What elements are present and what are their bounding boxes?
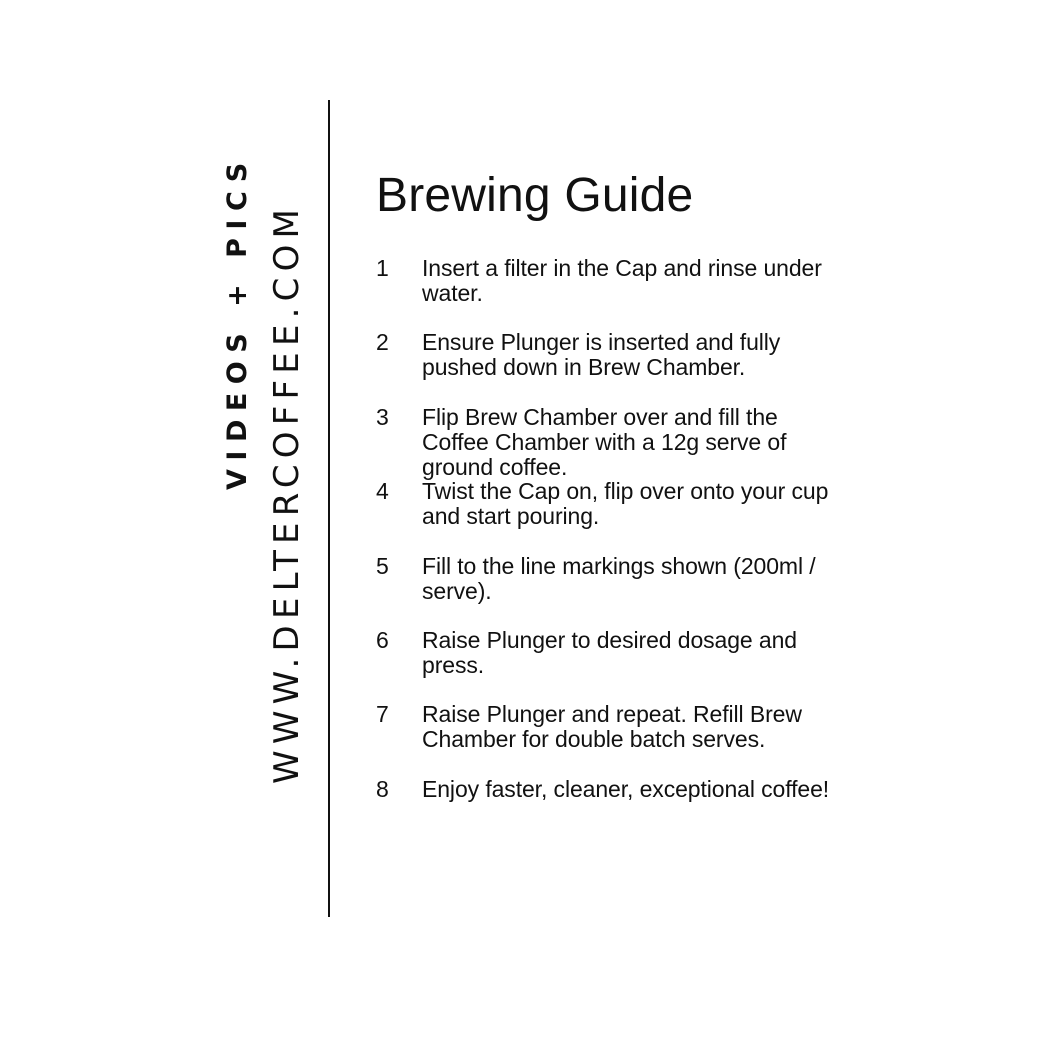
step-number: 6 — [376, 626, 389, 653]
step-text: Raise Plunger and repeat. Refill Brew Chamber for double batch serves. — [422, 701, 802, 753]
step-item — [376, 777, 836, 851]
step-text: Raise Plunger to desired dosage and press. — [422, 626, 797, 678]
step-item — [376, 554, 836, 628]
page-title: Brewing Guide — [376, 169, 694, 222]
step-text: Enjoy faster, cleaner, exceptional coffee! — [422, 775, 830, 802]
step-text: Insert a filter in the Cap and rinse under water. — [422, 255, 822, 306]
step-text: Ensure Plunger is inserted and fully pushed down in Brew Chamber. — [422, 329, 781, 381]
step-item — [376, 405, 836, 479]
step-item — [376, 628, 836, 702]
step-number: 5 — [376, 552, 389, 579]
brewing-steps-list — [376, 256, 836, 851]
website-url[interactable]: WWW.DELTERCOFFEE.COM — [267, 202, 307, 784]
step-item — [376, 479, 836, 553]
step-item — [376, 330, 836, 404]
step-item — [376, 702, 836, 776]
step-number: 2 — [376, 329, 389, 356]
step-number: 3 — [376, 403, 389, 430]
step-text: Fill to the line markings shown (200ml / serve). — [422, 552, 816, 604]
step-number: 8 — [376, 775, 389, 802]
videos-pics-label: VIDEOS + PICS — [222, 154, 253, 490]
step-text: Flip Brew Chamber over and fill the Coffee Chamber with a 12g serve of ground coffee. — [422, 403, 787, 480]
step-number: 7 — [376, 701, 389, 728]
step-number: 4 — [376, 478, 389, 505]
step-number: 1 — [376, 255, 389, 281]
step-item — [376, 256, 836, 330]
step-text: Twist the Cap on, flip over onto your cup and start pouring. — [422, 478, 829, 530]
vertical-divider — [328, 100, 330, 917]
